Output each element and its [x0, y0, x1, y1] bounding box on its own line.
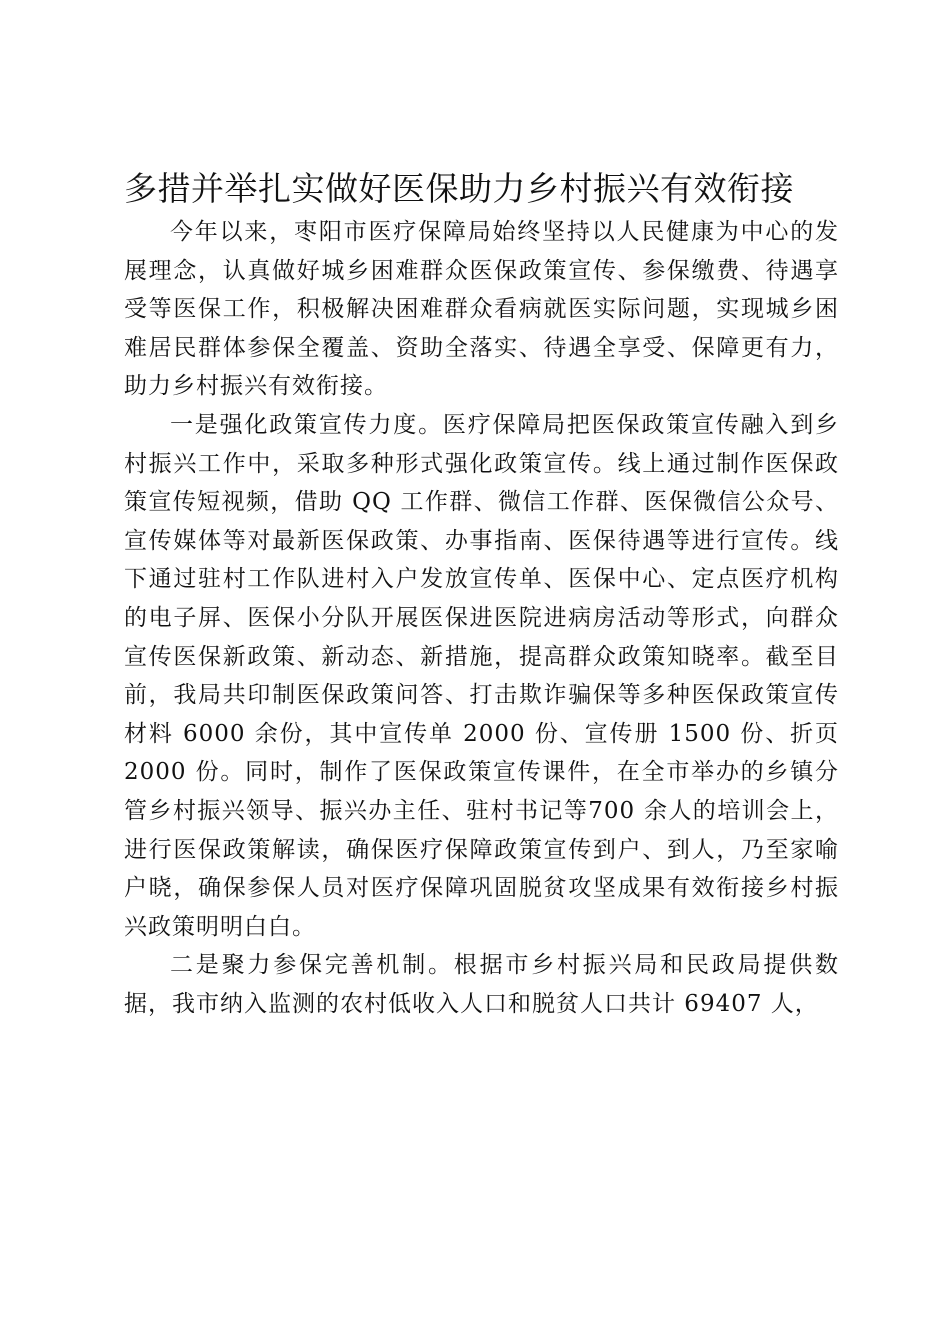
paragraph-intro: 今年以来，枣阳市医疗保障局始终坚持以人民健康为中心的发展理念，认真做好城乡困难群众医保政策宣传、参保缴费、待遇享受等医保工作，积极解决困难群众看病就医实际问题，实现城乡困难居民群体参保全覆盖、资助全落实、待遇全享受、保障更有力，助力乡村振兴有效衔接。	[124, 219, 839, 400]
document-body	[124, 213, 839, 1023]
paragraph-insurance-mechanism: 二是聚力参保完善机制。根据市乡村振兴局和民政局提供数据，我市纳入监测的农村低收入人口和脱贫人口共计 69407 人，	[124, 952, 839, 1017]
paragraph-policy-publicity: 一是强化政策宣传力度。医疗保障局把医保政策宣传融入到乡村振兴工作中，采取多种形式强化政策宣传。线上通过制作医保政策宣传短视频，借助 QQ 工作群、微信工作群、医保微信公众号、宣传媒体等对最新医保政策、办事指南、医保待遇等进行宣传。线下通过驻村工作队进村入户发放宣传单、医保中心、定点医疗机构的电子屏、医保小分队开展医保进医院进病房活动等形式，向群众宣传医保新政策、新动态、新措施，提高群众政策知晓率。截至目前，我局共印制医保政策问答、打击欺诈骗保等多种医保政策宣传材料 6000 余份，其中宣传单 2000 份、宣传册 1500 份、折页 2000 份。同时，制作了医保政策宣传课件，在全市举办的乡镇分管乡村振兴领导、振兴办主任、驻村书记等700 余人的培训会上，进行医保政策解读，确保医疗保障政策宣传到户、到人，乃至家喻户晓，确保参保人员对医疗保障巩固脱贫攻坚成果有效衔接乡村振兴政策明明白白。	[124, 411, 839, 940]
document-title: 多措并举扎实做好医保助力乡村振兴有效衔接	[124, 169, 794, 208]
